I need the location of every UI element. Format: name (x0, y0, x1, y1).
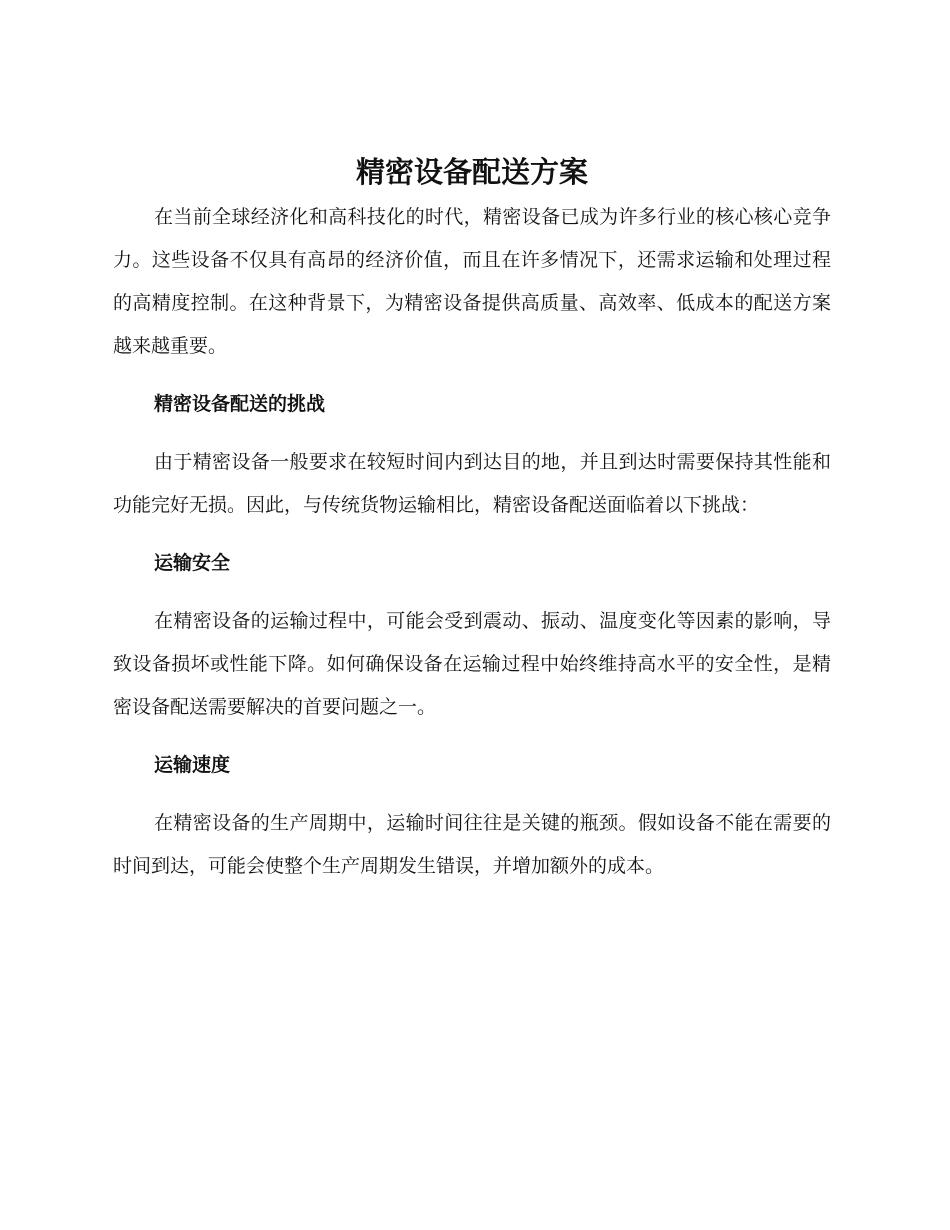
spacer (113, 729, 831, 744)
section-body-challenges: 由于精密设备一般要求在较短时间内到达目的地，并且到达时需要保持其性能和功能完好无损。因此，与传统货物运输相比，精密设备配送面临着以下挑战： (113, 451, 831, 516)
spacer (113, 527, 831, 542)
intro-paragraph: 在当前全球经济化和高科技化的时代，精密设备已成为许多行业的核心核心竞争力。这些设备不仅具有高昂的经济价值，而且在许多情况下，还需求运输和处理过程的高精度控制。在这种背景下，为精密设备提供高质量、高效率、低成本的配送方案越来越重要。 (113, 206, 831, 357)
spacer (113, 426, 831, 441)
section-heading-challenges: 精密设备配送的挑战 (154, 393, 326, 415)
spacer (113, 585, 831, 600)
document-title: 精密设备配送方案 (355, 155, 588, 189)
section-heading-transport-speed: 运输速度 (154, 754, 231, 776)
spacer (113, 787, 831, 802)
spacer (113, 368, 831, 383)
section-body-transport-safety: 在精密设备的运输过程中，可能会受到震动、振动、温度变化等因素的影响，导致设备损坏或性能下降。如何确保设备在运输过程中始终维持高水平的安全性，是精密设备配送需要解决的首要问题之一。 (113, 610, 831, 718)
section-body-transport-speed: 在精密设备的生产周期中，运输时间往往是关键的瓶颈。假如设备不能在需要的时间到达，可能会使整个生产周期发生错误，并增加额外的成本。 (113, 812, 831, 877)
section-heading-transport-safety: 运输安全 (154, 552, 231, 574)
document-page (113, 148, 831, 888)
